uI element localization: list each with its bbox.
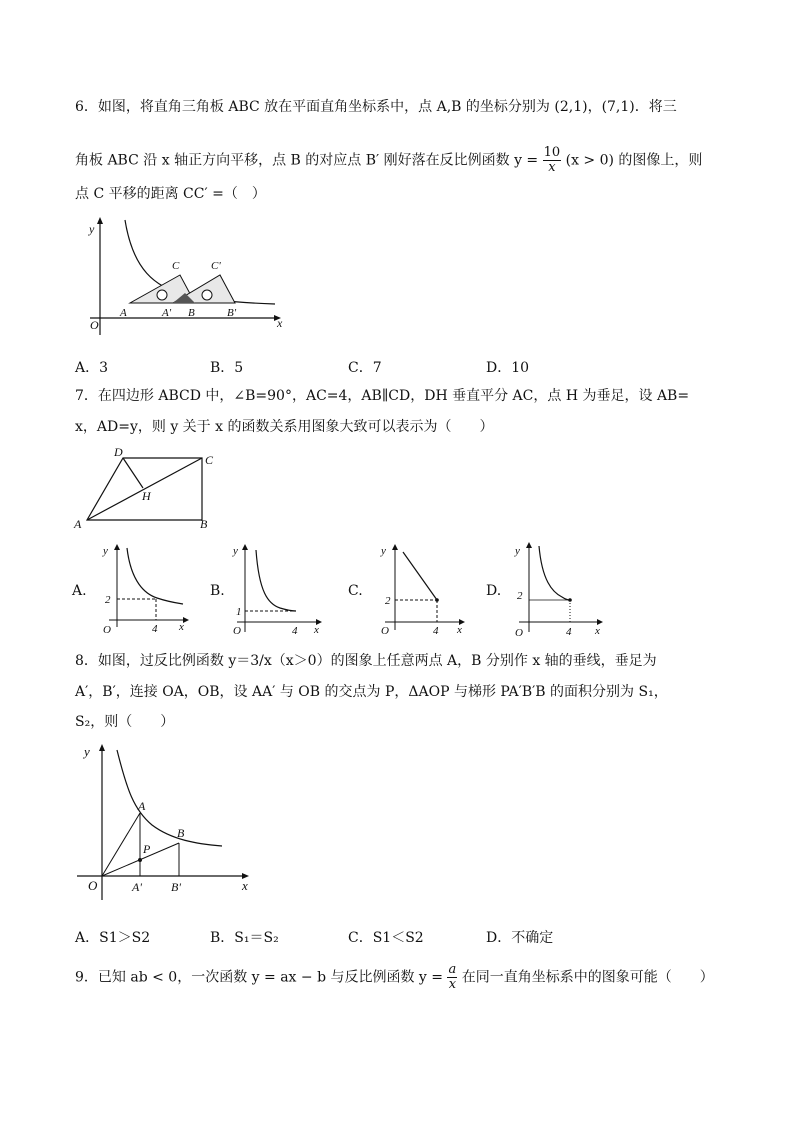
q8-option-c[interactable]: C．S1＜S2: [348, 930, 424, 946]
q6-label-a: A: [120, 307, 127, 319]
q6-line3: 点 C 平移的距离 CC′ =（ ）: [75, 186, 266, 202]
svg-text:O: O: [515, 627, 523, 639]
svg-text:y: y: [381, 545, 386, 557]
svg-text:y: y: [515, 545, 520, 557]
q7-graph-c[interactable]: [373, 542, 473, 637]
q7-line2: x，AD=y，则 y 关于 x 的函数关系用图象大致可以表示为（ ）: [75, 419, 494, 435]
q7-label-h: H: [142, 489, 151, 503]
q7-label-b: B: [200, 517, 208, 531]
svg-text:O: O: [381, 625, 389, 637]
q7-figure: [70, 445, 220, 533]
q7-graph-a[interactable]: [97, 542, 197, 637]
q8-line1: 8．如图，过反比例函数 y＝3/x（x＞0）的图象上任意两点 A，B 分别作 x 轴的垂线，垂足为: [75, 653, 657, 669]
q6-line2-a: 角板 ABC 沿 x 轴正方向平移，点 B 的对应点 B′ 刚好落在反比例函数 y =: [75, 152, 539, 169]
q8-label-b-prime: B': [171, 880, 181, 894]
svg-text:x: x: [595, 625, 600, 637]
svg-text:4: 4: [433, 625, 439, 637]
svg-text:4: 4: [292, 625, 298, 637]
svg-text:2: 2: [105, 594, 111, 606]
svg-text:x: x: [179, 621, 184, 633]
svg-text:O: O: [233, 625, 241, 637]
svg-text:x: x: [457, 624, 462, 636]
q7-label-c: C: [205, 453, 214, 467]
q7-option-d-label[interactable]: D.: [486, 583, 502, 599]
q6-option-c[interactable]: C．7: [348, 360, 382, 376]
q7-option-c-label[interactable]: C.: [348, 583, 363, 599]
q9-line: [75, 963, 714, 992]
q8-option-b[interactable]: B．S₁＝S₂: [210, 930, 279, 946]
q6-line2-b: (x > 0) 的图像上，则: [565, 152, 703, 169]
q8-label-o: O: [88, 878, 98, 893]
q9-line-b: 在同一直角坐标系中的图象可能（ ）: [461, 969, 714, 986]
q9-fraction: $\frac{a}{x}$: [448, 962, 457, 992]
q7-option-b-label[interactable]: B.: [210, 583, 225, 599]
q6-label-x: x: [277, 316, 283, 330]
q6-option-a[interactable]: A．3: [75, 360, 109, 376]
q6-label-b-prime: B': [227, 307, 237, 319]
q6-label-c-prime: C': [211, 260, 221, 272]
q6-label-o: O: [90, 318, 99, 332]
svg-text:2: 2: [517, 590, 523, 602]
q7-option-a-label[interactable]: A.: [72, 583, 87, 599]
q7-label-d: D: [114, 445, 123, 459]
svg-text:1: 1: [236, 606, 242, 618]
q6-label-a-prime: A': [162, 307, 172, 319]
q8-label-a-prime: A': [132, 880, 142, 894]
q8-line3: S₂，则（ ）: [75, 714, 175, 730]
q8-label-a: A: [138, 799, 146, 813]
svg-text:2: 2: [385, 595, 391, 607]
svg-text:4: 4: [566, 626, 572, 638]
q7-graph-b[interactable]: [230, 542, 330, 637]
q6-line2: [75, 146, 702, 175]
q9-line-a: 9．已知 ab < 0，一次函数 y = ax − b 与反比例函数 y =: [75, 969, 444, 986]
q8-option-d[interactable]: D．不确定: [486, 930, 554, 946]
q6-label-c: C: [172, 260, 180, 272]
svg-text:y: y: [233, 545, 238, 557]
q6-figure: [85, 215, 305, 340]
q6-label-b: B: [188, 307, 195, 319]
q6-option-b[interactable]: B．5: [210, 360, 244, 376]
q7-line1: 7．在四边形 ABCD 中，∠B=90°，AC=4，AB∥CD，DH 垂直平分 AC，点 H 为垂足，设 AB=: [75, 388, 690, 404]
q6-line1: 6．如图，将直角三角板 ABC 放在平面直角坐标系中，点 A,B 的坐标分别为 (2,1)，(7,1)．将三: [75, 99, 677, 115]
q6-option-d[interactable]: D．10: [486, 360, 530, 376]
q8-label-p: P: [143, 842, 151, 856]
q8-label-x: x: [242, 878, 248, 893]
q6-fraction: $\frac{10}{x}$: [543, 145, 561, 175]
q8-figure: [72, 740, 262, 905]
svg-text:x: x: [314, 624, 319, 636]
q8-label-y: y: [84, 744, 90, 759]
q7-label-a: A: [74, 517, 82, 531]
svg-text:4: 4: [152, 623, 158, 635]
q8-label-b: B: [177, 826, 185, 840]
svg-text:y: y: [103, 545, 108, 557]
q8-option-a[interactable]: A．S1＞S2: [75, 930, 151, 946]
q6-label-y: y: [89, 222, 95, 236]
svg-text:O: O: [103, 624, 111, 636]
q7-graph-d[interactable]: [507, 540, 612, 640]
q8-line2: A′，B′，连接 OA，OB，设 AA′ 与 OB 的交点为 P，ΔAOP 与梯形 PA′B′B 的面积分别为 S₁，: [75, 684, 668, 700]
